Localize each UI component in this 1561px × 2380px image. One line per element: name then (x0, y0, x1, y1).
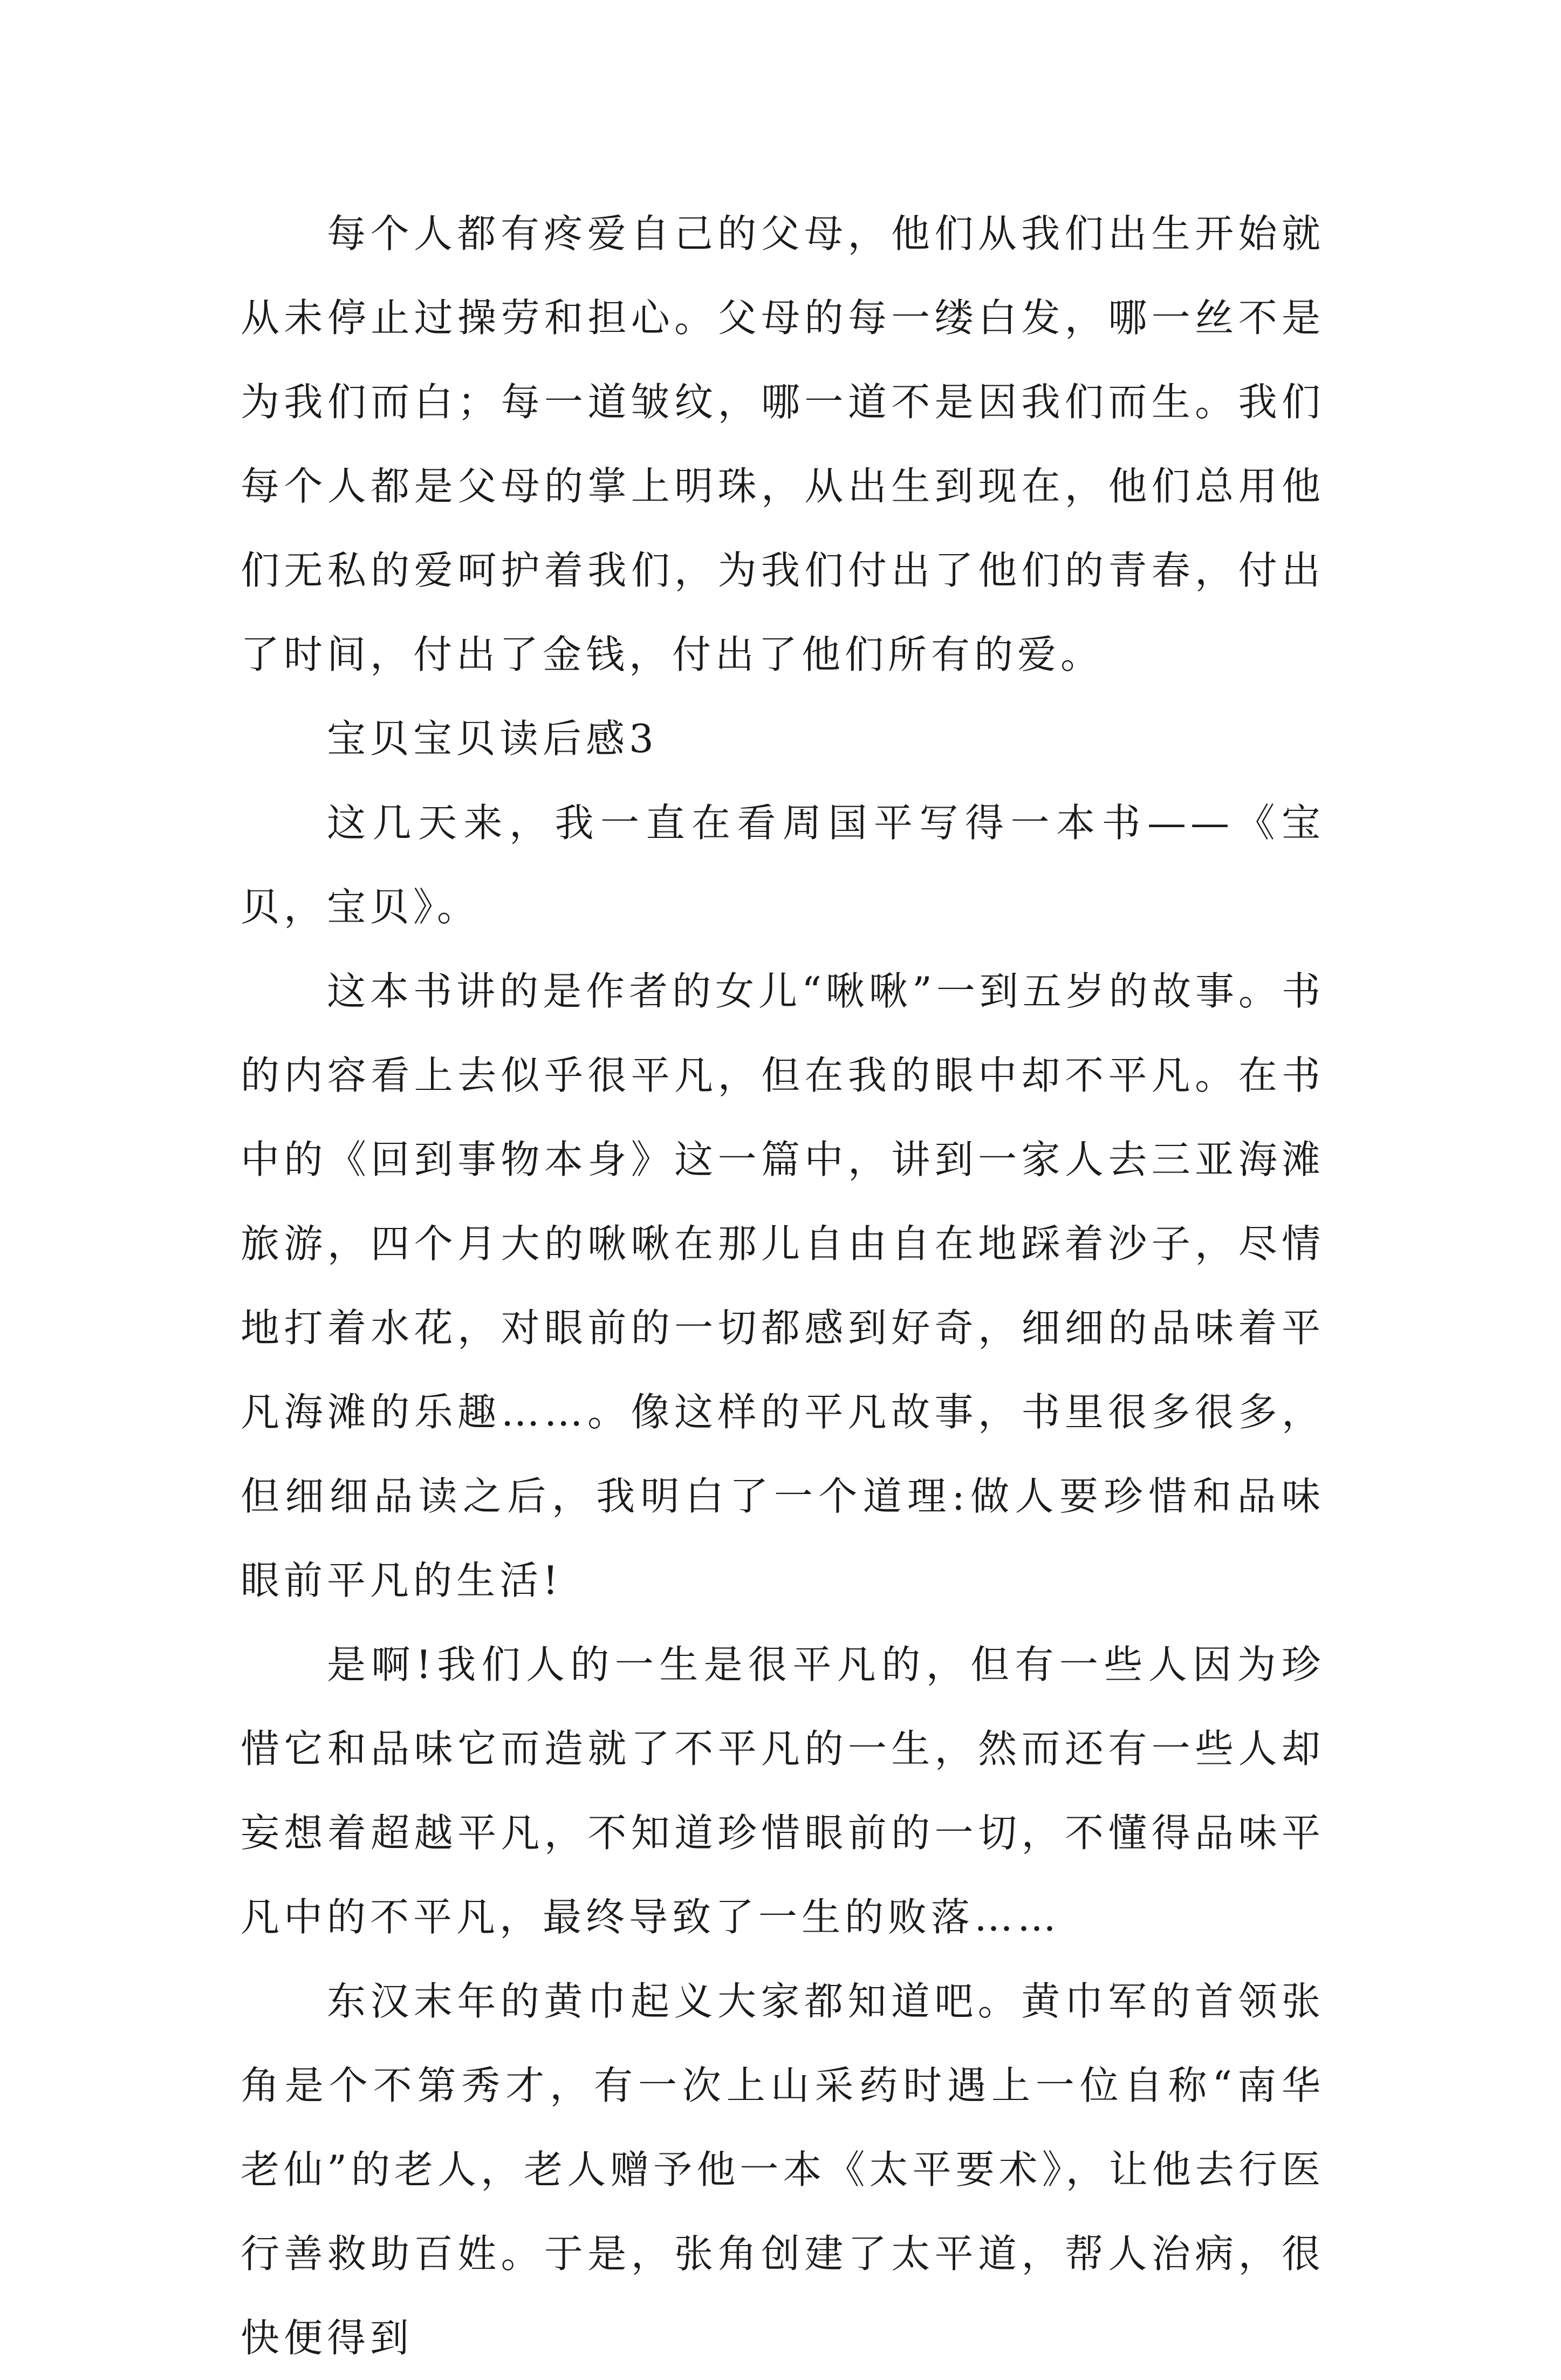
paragraph-book-intro: 这几天来，我一直在看周国平写得一本书——《宝贝，宝贝》。 (241, 800, 1325, 930)
paragraph-reflection: 是啊!我们人的一生是很平凡的，但有一些人因为珍惜它和品味它而造就了不平凡的一生，然而还有一些人却妄想着超越平凡，不知道珍惜眼前的一切，不懂得品味平凡中的不平凡，最终导致了一生的败落…… (241, 1642, 1325, 1940)
paragraph-book-content: 这本书讲的是作者的女儿“啾啾”一到五岁的故事。书的内容看上去似乎很平凡，但在我的眼中却不平凡。在书中的《回到事物本身》这一篇中，讲到一家人去三亚海滩旅游，四个月大的啾啾在那儿自由自在地踩着沙子，尽情地打着水花，对眼前的一切都感到好奇，细细的品味着平凡海滩的乐趣……。像这样的平凡故事，书里很多很多，但细细品读之后，我明白了一个道理:做人要珍惜和品味眼前平凡的生活! (241, 969, 1325, 1603)
section-heading: 宝贝宝贝读后感3 (327, 716, 658, 761)
paragraph-parents-love: 每个人都有疼爱自己的父母，他们从我们出生开始就从未停止过操劳和担心。父母的每一缕白发，哪一丝不是为我们而白；每一道皱纹，哪一道不是因我们而生。我们每个人都是父母的掌上明珠，从出生到现在，他们总用他们无私的爱呵护着我们，为我们付出了他们的青春，付出了时间，付出了金钱，付出了他们所有的爱。 (241, 211, 1325, 677)
document-body (241, 192, 1325, 2380)
paragraph-history-example: 东汉末年的黄巾起义大家都知道吧。黄巾军的首领张角是个不第秀才，有一次上山采药时遇上一位自称“南华老仙”的老人，老人赠予他一本《太平要术》，让他去行医行善救助百姓。于是，张角创建了太平道，帮人治病，很快便得到 (241, 1979, 1325, 2361)
